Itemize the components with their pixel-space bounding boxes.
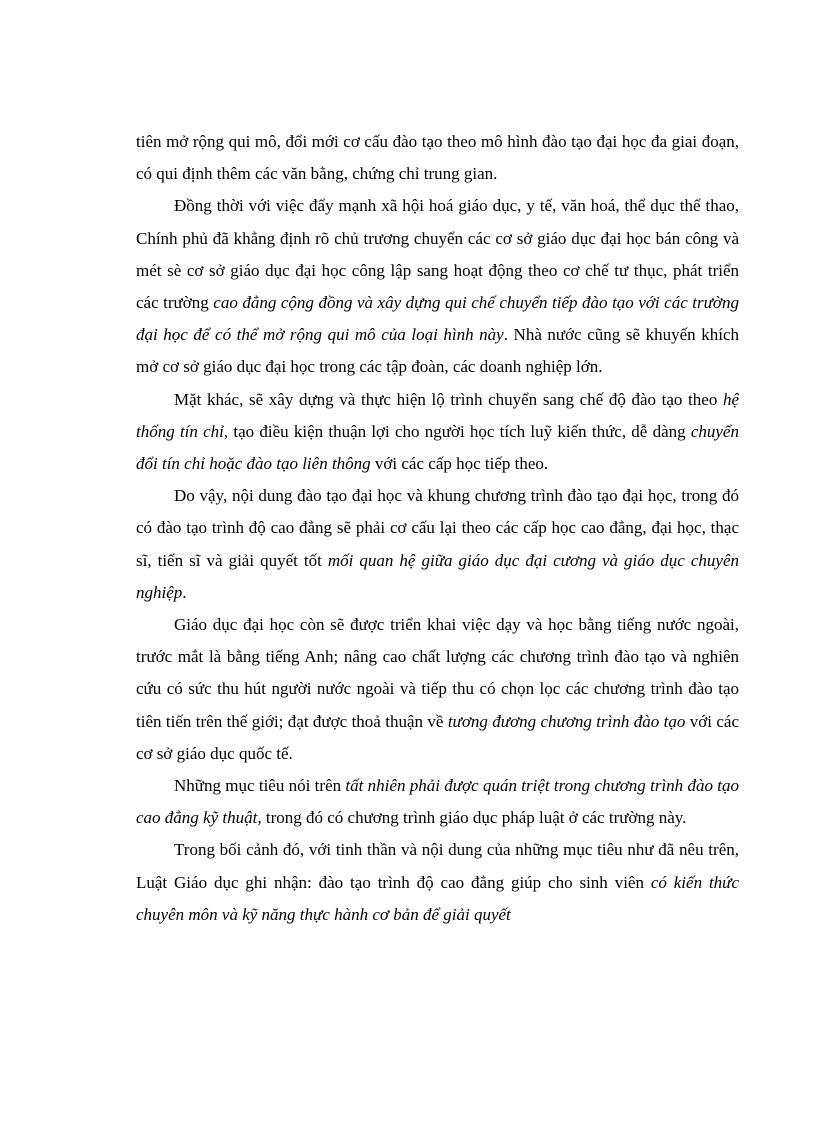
- paragraph-3-emphasis-b: chuyển đổi tín chỉ hoặc đào tạo liên thông: [136, 421, 739, 474]
- paragraph-2-text-b: . Nhà nước cũng sẽ khuyến khích mở cơ sở giáo dục đại học trong các tập đoàn, các doanh nghiệp lớn.: [136, 325, 739, 377]
- paragraph-7-text-a: Trong bối cảnh đó, với tinh thần và nội dung của những mục tiêu như đã nêu trên, Luật Giáo dục ghi nhận: đào tạo trình độ cao đẳng giúp cho sinh viên: [136, 840, 739, 892]
- paragraph-2-emphasis: cao đẳng cộng đồng và xây dựng qui chế chuyển tiếp đào tạo với các trường đại học để có thể mở rộng qui mô của loại hình này: [136, 293, 739, 345]
- paragraph-1: [136, 126, 739, 190]
- paragraph-4-text-b: .: [182, 582, 187, 602]
- paragraph-6: [136, 770, 739, 834]
- paragraph-4: [136, 480, 739, 609]
- paragraph-7-emphasis: có kiến thức chuyên môn và kỹ năng thực hành cơ bản để giải quyết: [136, 872, 739, 924]
- paragraph-3-text-c: với các cấp học tiếp theo.: [370, 454, 549, 474]
- paragraph-5-text-b: với các cơ sở giáo dục quốc tế.: [136, 711, 739, 763]
- paragraph-6-text-a: Những mục tiêu nói trên: [174, 776, 346, 796]
- paragraph-3-text-a: Mặt khác, sẽ xây dựng và thực hiện lộ trình chuyển sang chế độ đào tạo theo: [174, 389, 723, 409]
- paragraph-3-emphasis-a: hệ thống tín chỉ: [136, 389, 739, 441]
- document-page: [136, 126, 739, 931]
- paragraph-4-text-a: Do vậy, nội dung đào tạo đại học và khung chương trình đào tạo đại học, trong đó có đào tạo trình độ cao đẳng sẽ phải cơ cấu lại theo các cấp học cao đẳng, đại học, thạc sĩ, tiến sĩ và giải quyết tốt: [136, 486, 739, 570]
- paragraph-1-text: tiên mở rộng qui mô, đổi mới cơ cấu đào tạo theo mô hình đào tạo đại học đa giai đoạn, có qui định thêm các văn bằng, chứng chỉ trung gian.: [136, 132, 739, 184]
- paragraph-2: [136, 190, 739, 383]
- paragraph-5-text-a: Giáo dục đại học còn sẽ được triển khai việc dạy và học bằng tiếng nước ngoài, trước mắt là bằng tiếng Anh; nâng cao chất lượng các chương trình đào tạo và nghiên cứu có sức thu hút người nước ngoài và tiếp thu có chọn lọc các chương trình đào tạo tiên tiến trên thế giới; đạt được thoả thuận về: [136, 615, 739, 731]
- paragraph-6-emphasis: tất nhiên phải được quán triệt trong chương trình đào tạo cao đẳng kỹ thuật,: [136, 776, 739, 828]
- paragraph-3-text-b: , tạo điều kiện thuận lợi cho người học tích luỹ kiến thức, dễ dàng: [223, 421, 691, 441]
- paragraph-6-text-b: trong đó có chương trình giáo dục pháp luật ở các trường này.: [261, 808, 687, 828]
- paragraph-4-emphasis: mối quan hệ giữa giáo dục đại cương và giáo dục chuyên nghiệp: [136, 550, 740, 602]
- paragraph-2-text-a: Đồng thời với việc đẩy mạnh xã hội hoá giáo dục, y tế, văn hoá, thể dục thể thao, Chính phủ đã khẳng định rõ chủ trương chuyển các cơ sở giáo dục đại học bán công và mét sè cơ sở giáo dục đại học công lập sang hoạt động theo cơ chế tư thục, phát triển các trường: [136, 196, 739, 313]
- paragraph-5: [136, 609, 739, 770]
- paragraph-5-emphasis: tương đương chương trình đào tạo: [447, 711, 686, 731]
- paragraph-3: [136, 384, 739, 481]
- paragraph-7: [136, 834, 739, 931]
